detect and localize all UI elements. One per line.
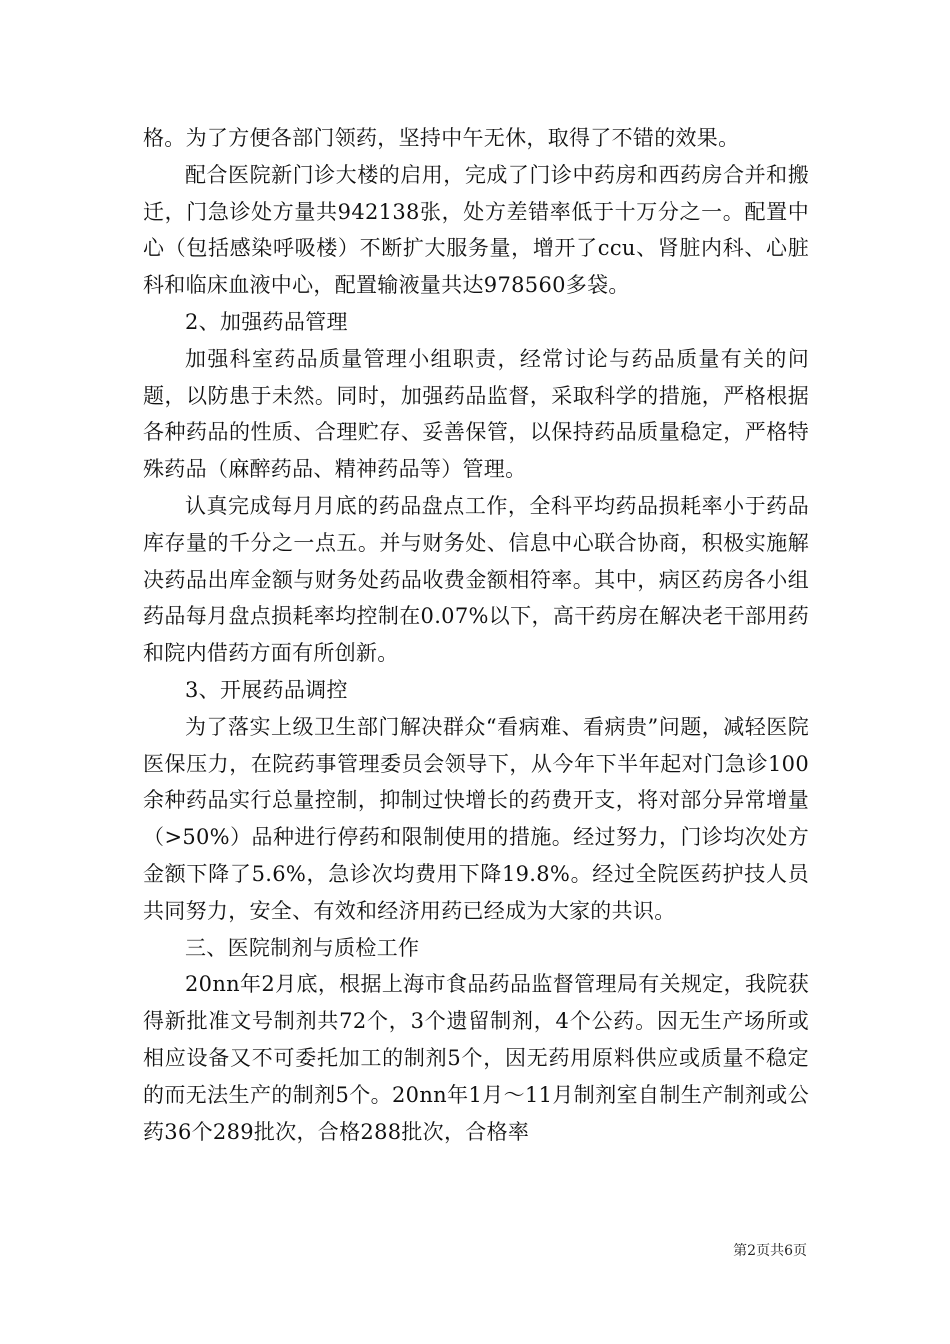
page-number-footer: 第2页共6页 <box>733 1243 807 1259</box>
paragraph-outpatient-pharmacy: 配合医院新门诊大楼的启用，完成了门诊中药房和西药房合并和搬迁，门急诊处方量共942138张，处方差错率低于十万分之一。配置中心（包括感染呼吸楼）不断扩大服务量，增开了ccu、肾脏内科、心脏科和临床血液中心，配置输液量共达978560多袋。 <box>143 162 809 298</box>
section-heading-drug-management: 2、加强药品管理 <box>185 309 348 334</box>
document-body <box>143 120 809 1150</box>
section-heading-preparation-qc: 三、医院制剂与质检工作 <box>185 935 420 960</box>
paragraph-cost-control: 为了落实上级卫生部门解决群众“看病难、看病贵”问题，减轻医院医保压力，在院药事管理委员会领导下，从今年下半年起对门急诊100余种药品实行总量控制，抑制过快增长的药费开支，将对部分异常增量（>50%）品种进行停药和限制使用的措施。经过努力，门诊均次处方金额下降了5.6%，急诊次均费用下降19.8%。经过全院医药护技人员共同努力，安全、有效和经济用药已经成为大家的共识。 <box>143 714 809 923</box>
section-heading-drug-control: 3、开展药品调控 <box>185 677 348 702</box>
paragraph-quality-management: 加强科室药品质量管理小组职责，经常讨论与药品质量有关的问题，以防患于未然。同时，加强药品监督，采取科学的措施，严格根据各种药品的性质、合理贮存、妥善保管，以保持药品质量稳定，严格特殊药品（麻醉药品、精神药品等）管理。 <box>143 346 809 482</box>
paragraph-inventory-check: 认真完成每月月底的药品盘点工作，全科平均药品损耗率小于药品库存量的千分之一点五。并与财务处、信息中心联合协商，积极实施解决药品出库金额与财务处药品收费金额相符率。其中，病区药房各小组药品每月盘点损耗率均控制在0.07%以下，高干药房在解决老干部用药和院内借药方面有所创新。 <box>143 493 809 666</box>
paragraph-continuation: 格。为了方便各部门领药，坚持中午无休，取得了不错的效果。 <box>143 126 740 150</box>
paragraph-preparations: 20nn年2月底，根据上海市食品药品监督管理局有关规定，我院获得新批准文号制剂共72个，3个遗留制剂，4个公药。因无生产场所或相应设备又不可委托加工的制剂5个，因无药用原料供应或质量不稳定的而无法生产的制剂5个。20nn年1月～11月制剂室自制生产制剂或公药36个289批次，合格288批次，合格率 <box>143 972 809 1144</box>
